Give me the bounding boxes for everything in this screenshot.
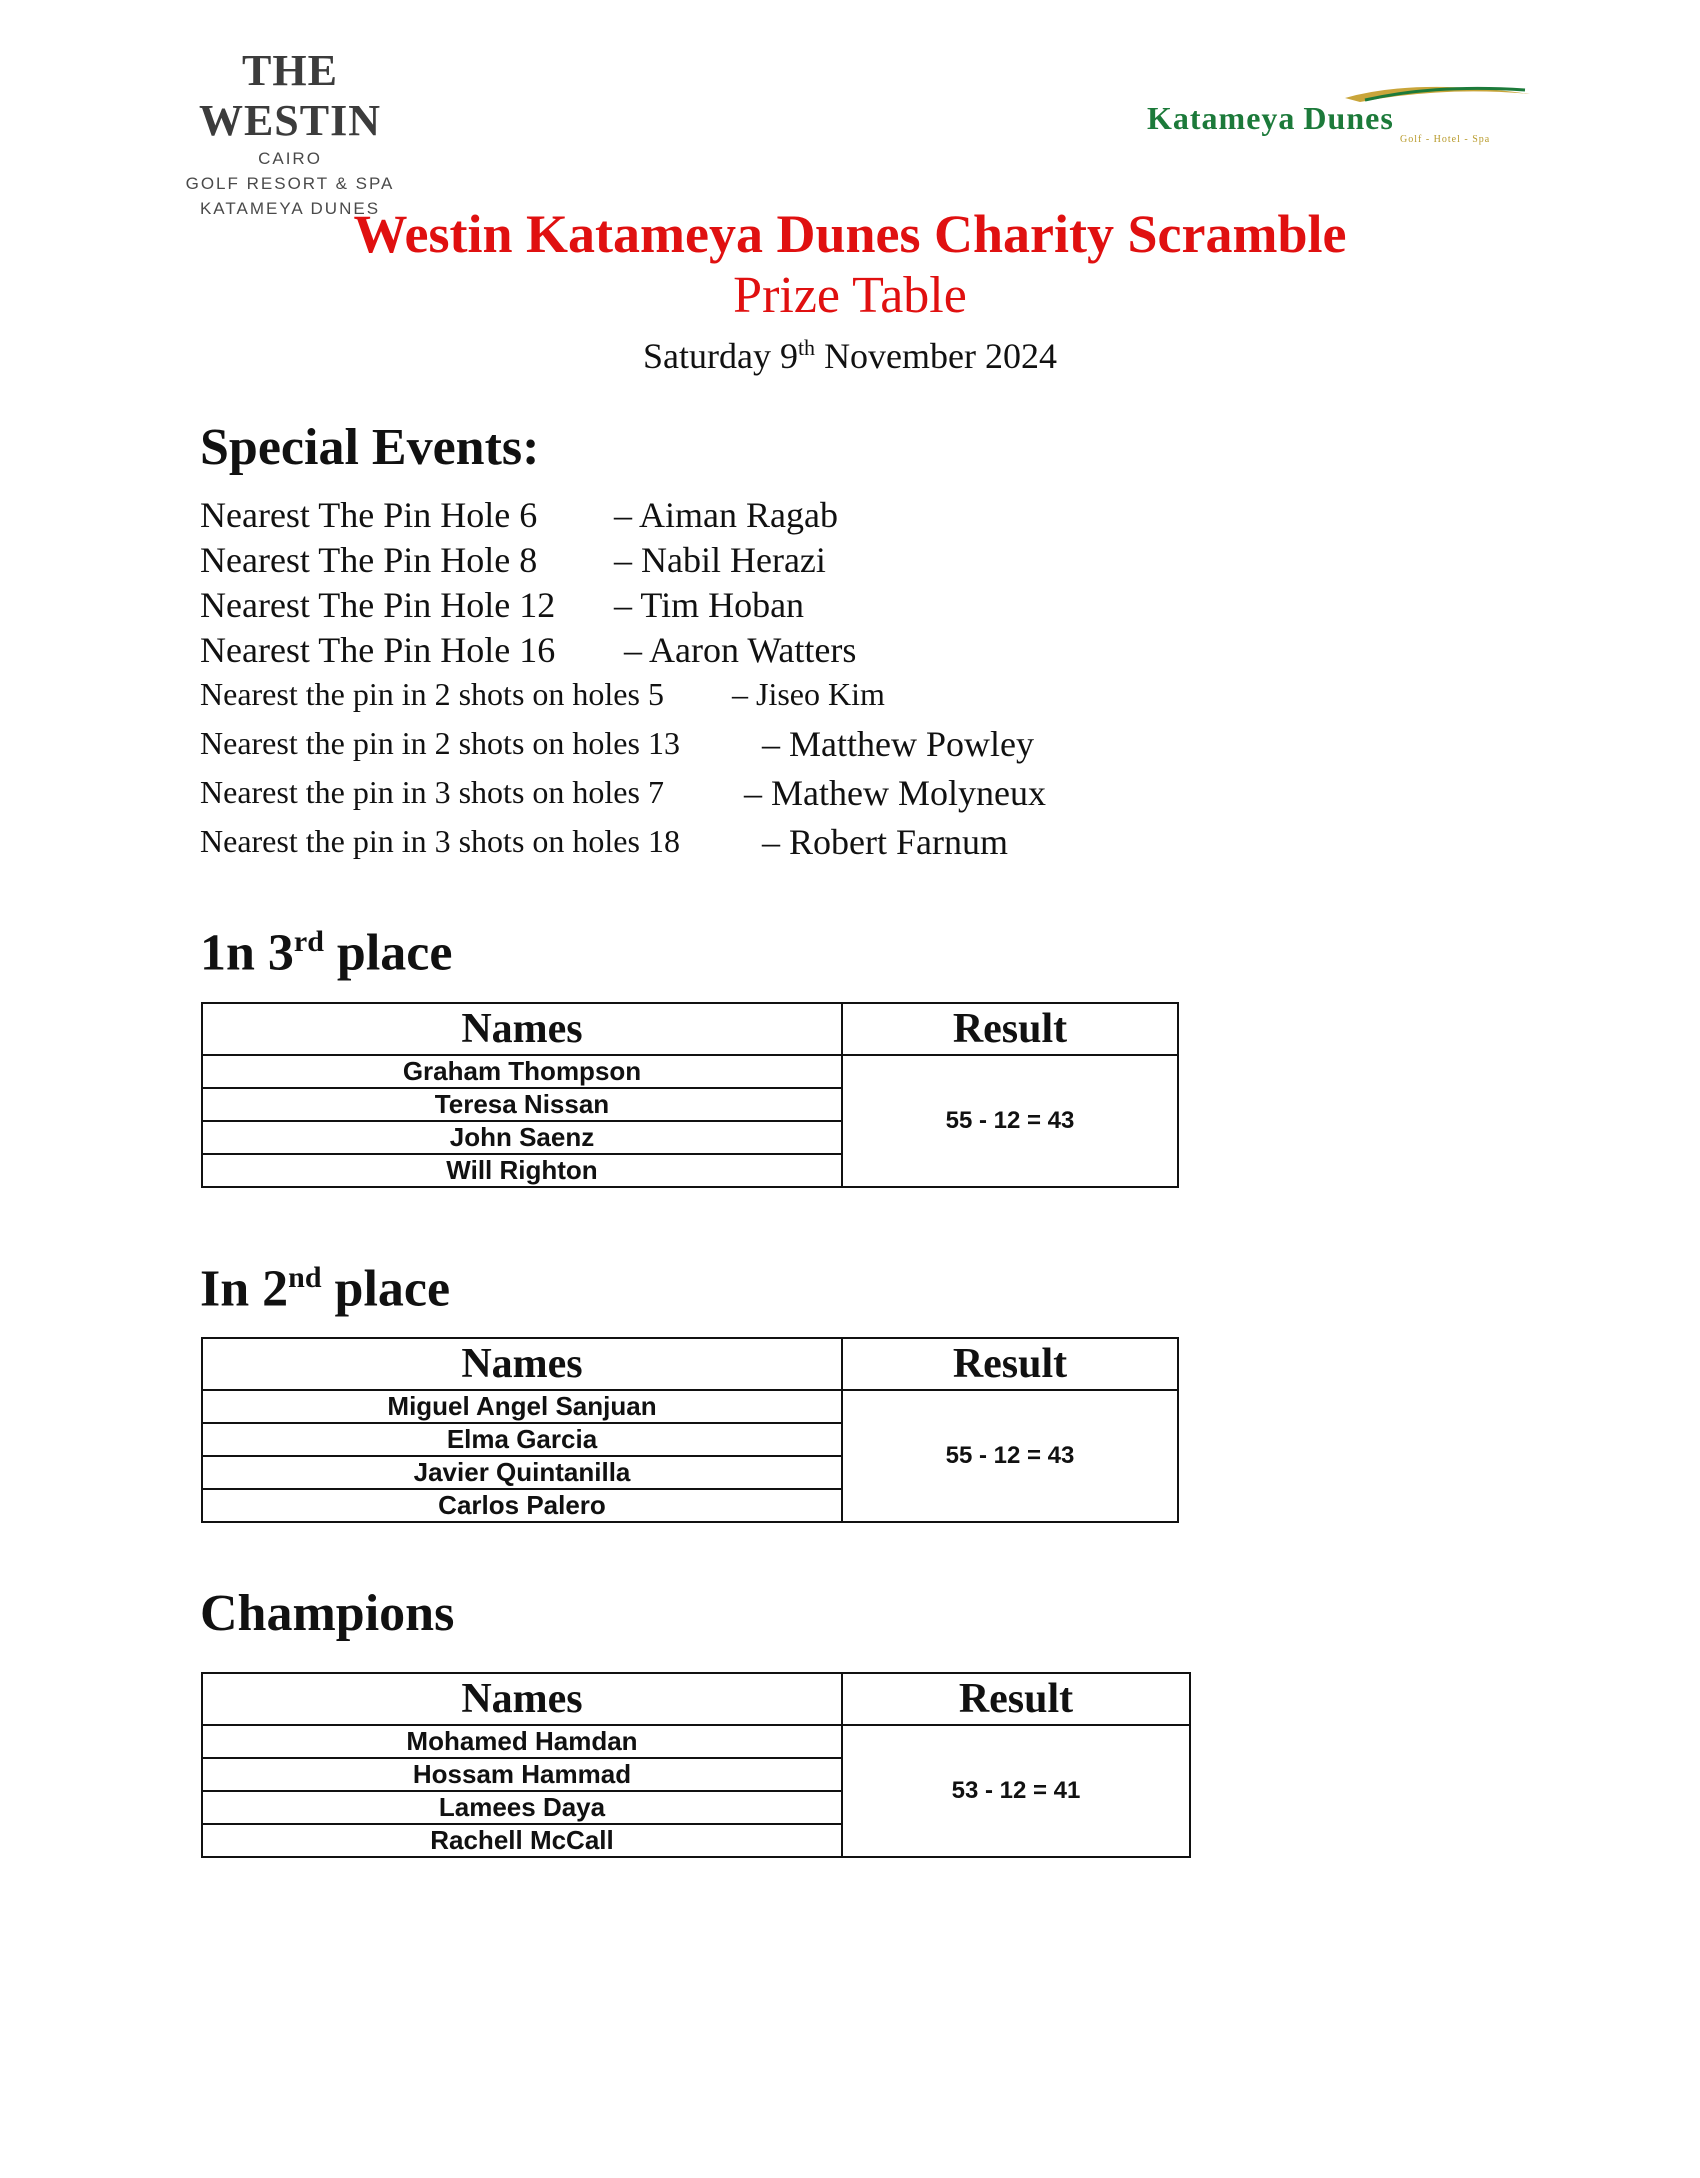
katameya-logo-name-part1: Katameya <box>1147 100 1296 136</box>
third-place-heading <box>200 912 452 983</box>
list-item <box>200 674 1400 723</box>
katameya-logo-name <box>1147 100 1394 137</box>
event-label: Nearest the pin in 3 shots on holes 7 <box>200 774 664 810</box>
katameya-dunes-logo <box>1145 76 1535 156</box>
event-winner: – Robert Farnum <box>762 822 1008 862</box>
player-name: Graham Thompson <box>202 1055 842 1088</box>
player-name: Carlos Palero <box>202 1489 842 1522</box>
list-item <box>200 494 1400 539</box>
katameya-logo-tagline: Golf - Hotel - Spa <box>1400 134 1491 145</box>
page-title: Westin Katameya Dunes Charity Scramble <box>353 204 1347 264</box>
event-label: Nearest The Pin Hole 6 <box>200 495 538 535</box>
list-item <box>200 723 1400 772</box>
team-result: 55 - 12 = 43 <box>842 1055 1178 1187</box>
event-winner: – Tim Hoban <box>614 585 805 625</box>
table-row <box>202 1390 1178 1423</box>
list-item <box>200 584 1400 629</box>
event-date-sup: th <box>797 335 816 360</box>
champions-heading: Champions <box>200 1585 455 1642</box>
second-place-heading-sup: nd <box>288 1261 322 1294</box>
event-winner: – Matthew Powley <box>762 724 1034 764</box>
table-header-row <box>202 1003 1178 1055</box>
list-item <box>200 539 1400 584</box>
second-place-heading <box>200 1248 450 1319</box>
event-label: Nearest The Pin Hole 8 <box>200 540 538 580</box>
table-header-row <box>202 1338 1178 1390</box>
event-winner: – Jiseo Kim <box>732 676 885 712</box>
katameya-logo-name-part2: Dunes <box>1303 100 1394 136</box>
event-winner: – Nabil Herazi <box>614 540 826 580</box>
westin-logo-brand: THE WESTIN <box>198 46 382 145</box>
westin-logo-line-3: KATAMEYA DUNES <box>199 199 381 218</box>
player-name: Javier Quintanilla <box>202 1456 842 1489</box>
result-column-header: Result <box>842 1003 1178 1055</box>
event-date-suffix: November 2024 <box>815 336 1058 376</box>
champions-table <box>201 1672 1191 1858</box>
event-winner: – Mathew Molyneux <box>744 773 1046 813</box>
event-label: Nearest The Pin Hole 16 <box>200 630 556 670</box>
event-label: Nearest the pin in 3 shots on holes 18 <box>200 823 680 859</box>
third-place-heading-prefix: 1n 3 <box>200 924 294 982</box>
names-column-header: Names <box>202 1673 842 1725</box>
event-label: Nearest the pin in 2 shots on holes 5 <box>200 676 664 712</box>
player-name: Miguel Angel Sanjuan <box>202 1390 842 1423</box>
third-place-table <box>201 1002 1179 1188</box>
table-header-row <box>202 1673 1190 1725</box>
player-name: Hossam Hammad <box>202 1758 842 1791</box>
event-label: Nearest The Pin Hole 12 <box>200 585 556 625</box>
result-column-header: Result <box>842 1673 1190 1725</box>
list-item <box>200 772 1400 821</box>
team-result: 53 - 12 = 41 <box>842 1725 1190 1857</box>
player-name: Elma Garcia <box>202 1423 842 1456</box>
event-winner: – Aaron Watters <box>624 630 857 670</box>
table-row <box>202 1725 1190 1758</box>
table-row <box>202 1055 1178 1088</box>
player-name: Lamees Daya <box>202 1791 842 1824</box>
event-date <box>0 326 1700 378</box>
names-column-header: Names <box>202 1338 842 1390</box>
player-name: Will Righton <box>202 1154 842 1187</box>
names-column-header: Names <box>202 1003 842 1055</box>
event-date-prefix: Saturday 9 <box>642 336 798 376</box>
result-column-header: Result <box>842 1338 1178 1390</box>
event-label: Nearest the pin in 2 shots on holes 13 <box>200 725 680 761</box>
page-subtitle: Prize Table <box>733 267 967 324</box>
player-name: John Saenz <box>202 1121 842 1154</box>
westin-logo-line-1: CAIRO <box>258 149 322 168</box>
third-place-heading-sup: rd <box>293 925 324 958</box>
player-name: Teresa Nissan <box>202 1088 842 1121</box>
list-item <box>200 629 1400 674</box>
team-result: 55 - 12 = 43 <box>842 1390 1178 1522</box>
event-winner: – Aiman Ragab <box>614 495 838 535</box>
special-events-heading: Special Events: <box>200 419 540 476</box>
westin-logo-line-2: GOLF RESORT & SPA <box>185 174 395 193</box>
list-item <box>200 821 1400 870</box>
second-place-table <box>201 1337 1179 1523</box>
third-place-heading-suffix: place <box>323 924 453 982</box>
special-events-list <box>200 494 1400 870</box>
second-place-heading-prefix: In 2 <box>200 1260 289 1318</box>
player-name: Mohamed Hamdan <box>202 1725 842 1758</box>
player-name: Rachell McCall <box>202 1824 842 1857</box>
second-place-heading-suffix: place <box>321 1260 451 1318</box>
westin-logo <box>150 46 430 221</box>
